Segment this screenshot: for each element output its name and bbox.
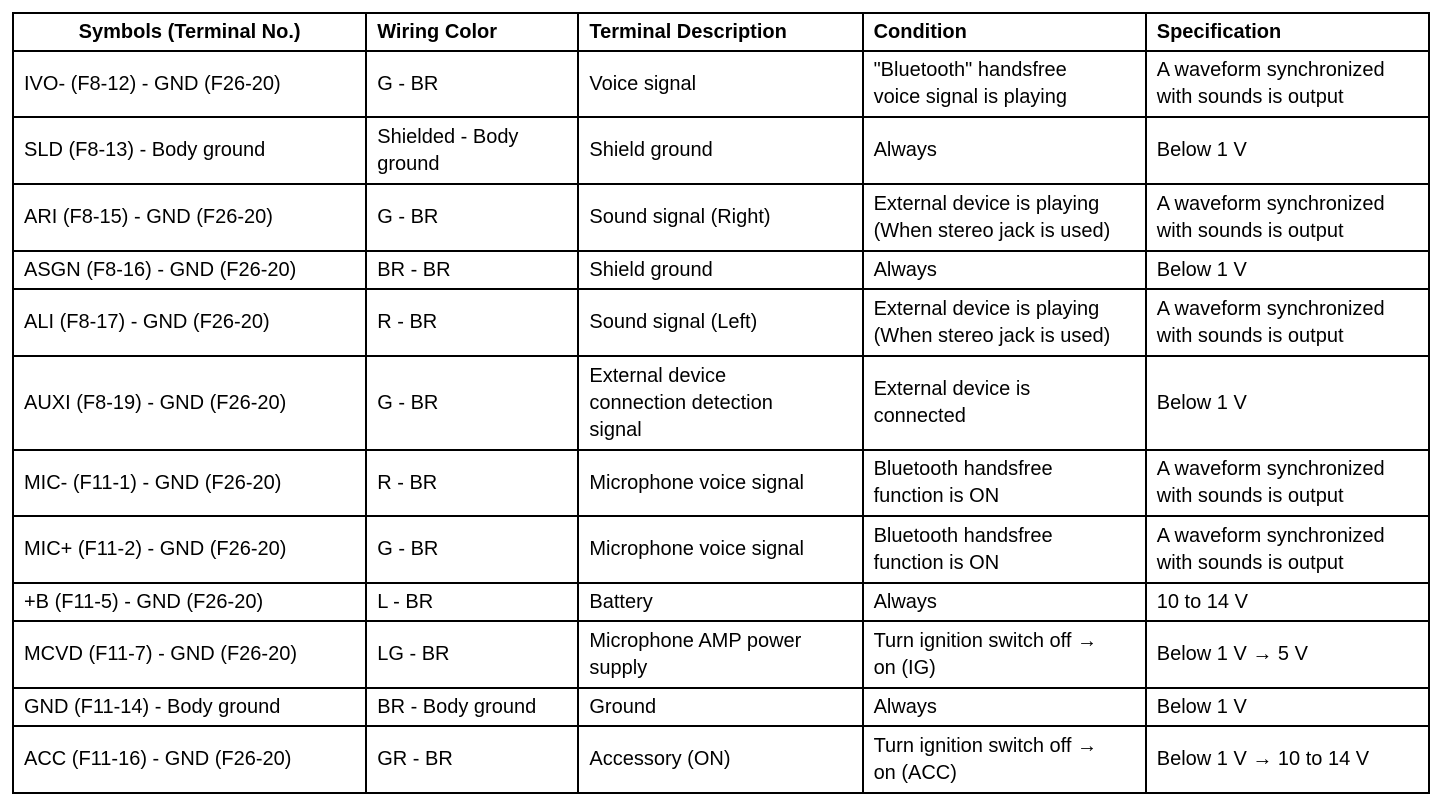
cell-specification: Below 1 V bbox=[1146, 251, 1429, 289]
cell-condition: Always bbox=[863, 688, 1146, 726]
cell-condition: Always bbox=[863, 117, 1146, 184]
cell-wiring-color: GR - BR bbox=[366, 726, 578, 793]
cell-specification: Below 1 V → 5 V bbox=[1146, 621, 1429, 688]
table-row bbox=[13, 688, 1429, 726]
cell-specification: A waveform synchronized with sounds is output bbox=[1146, 184, 1429, 251]
cell-condition: External device is playing (When stereo jack is used) bbox=[863, 184, 1146, 251]
cell-specification: Below 1 V bbox=[1146, 356, 1429, 450]
cell-wiring-color: Shielded - Body ground bbox=[366, 117, 578, 184]
cell-symbols: AUXI (F8-19) - GND (F26-20) bbox=[13, 356, 366, 450]
cell-wiring-color: R - BR bbox=[366, 450, 578, 516]
table-row bbox=[13, 726, 1429, 793]
cell-symbols: +B (F11-5) - GND (F26-20) bbox=[13, 583, 366, 621]
cell-wiring-color: BR - Body ground bbox=[366, 688, 578, 726]
cell-condition: External device is connected bbox=[863, 356, 1146, 450]
cell-condition: Bluetooth handsfree function is ON bbox=[863, 450, 1146, 516]
cell-wiring-color: G - BR bbox=[366, 51, 578, 117]
cell-wiring-color: LG - BR bbox=[366, 621, 578, 688]
cell-symbols: ASGN (F8-16) - GND (F26-20) bbox=[13, 251, 366, 289]
table-row bbox=[13, 621, 1429, 688]
cell-symbols: SLD (F8-13) - Body ground bbox=[13, 117, 366, 184]
table-row bbox=[13, 583, 1429, 621]
terminal-spec-table bbox=[12, 12, 1430, 794]
table-row bbox=[13, 184, 1429, 251]
table-row bbox=[13, 289, 1429, 356]
cell-specification: Below 1 V → 10 to 14 V bbox=[1146, 726, 1429, 793]
header-row bbox=[13, 13, 1429, 51]
table-row bbox=[13, 251, 1429, 289]
cell-terminal-description: Shield ground bbox=[578, 251, 862, 289]
cell-symbols: MCVD (F11-7) - GND (F26-20) bbox=[13, 621, 366, 688]
cell-specification: A waveform synchronized with sounds is output bbox=[1146, 450, 1429, 516]
cell-condition: Always bbox=[863, 583, 1146, 621]
cell-specification: Below 1 V bbox=[1146, 117, 1429, 184]
table-row bbox=[13, 117, 1429, 184]
header-symbols: Symbols (Terminal No.) bbox=[13, 13, 366, 51]
header-specification: Specification bbox=[1146, 13, 1429, 51]
cell-terminal-description: External device connection detection signal bbox=[578, 356, 862, 450]
cell-terminal-description: Microphone AMP power supply bbox=[578, 621, 862, 688]
cell-condition: Turn ignition switch off → on (IG) bbox=[863, 621, 1146, 688]
header-terminal-description: Terminal Description bbox=[578, 13, 862, 51]
table-row bbox=[13, 450, 1429, 516]
cell-wiring-color: L - BR bbox=[366, 583, 578, 621]
cell-condition: "Bluetooth" handsfree voice signal is playing bbox=[863, 51, 1146, 117]
cell-wiring-color: BR - BR bbox=[366, 251, 578, 289]
table-row bbox=[13, 51, 1429, 117]
cell-specification: A waveform synchronized with sounds is output bbox=[1146, 516, 1429, 583]
cell-terminal-description: Voice signal bbox=[578, 51, 862, 117]
cell-terminal-description: Battery bbox=[578, 583, 862, 621]
cell-specification: A waveform synchronized with sounds is output bbox=[1146, 51, 1429, 117]
cell-terminal-description: Accessory (ON) bbox=[578, 726, 862, 793]
cell-condition: Turn ignition switch off → on (ACC) bbox=[863, 726, 1146, 793]
cell-terminal-description: Shield ground bbox=[578, 117, 862, 184]
cell-symbols: ARI (F8-15) - GND (F26-20) bbox=[13, 184, 366, 251]
cell-specification: 10 to 14 V bbox=[1146, 583, 1429, 621]
cell-wiring-color: G - BR bbox=[366, 184, 578, 251]
cell-terminal-description: Microphone voice signal bbox=[578, 516, 862, 583]
cell-condition: Bluetooth handsfree function is ON bbox=[863, 516, 1146, 583]
cell-symbols: MIC+ (F11-2) - GND (F26-20) bbox=[13, 516, 366, 583]
cell-symbols: MIC- (F11-1) - GND (F26-20) bbox=[13, 450, 366, 516]
table-row bbox=[13, 356, 1429, 450]
cell-wiring-color: R - BR bbox=[366, 289, 578, 356]
header-condition: Condition bbox=[863, 13, 1146, 51]
cell-terminal-description: Sound signal (Right) bbox=[578, 184, 862, 251]
cell-symbols: ACC (F11-16) - GND (F26-20) bbox=[13, 726, 366, 793]
cell-condition: External device is playing (When stereo jack is used) bbox=[863, 289, 1146, 356]
cell-symbols: IVO- (F8-12) - GND (F26-20) bbox=[13, 51, 366, 117]
cell-symbols: GND (F11-14) - Body ground bbox=[13, 688, 366, 726]
table-row bbox=[13, 516, 1429, 583]
cell-symbols: ALI (F8-17) - GND (F26-20) bbox=[13, 289, 366, 356]
cell-wiring-color: G - BR bbox=[366, 356, 578, 450]
cell-terminal-description: Ground bbox=[578, 688, 862, 726]
cell-terminal-description: Microphone voice signal bbox=[578, 450, 862, 516]
cell-specification: Below 1 V bbox=[1146, 688, 1429, 726]
cell-condition: Always bbox=[863, 251, 1146, 289]
cell-terminal-description: Sound signal (Left) bbox=[578, 289, 862, 356]
cell-specification: A waveform synchronized with sounds is output bbox=[1146, 289, 1429, 356]
cell-wiring-color: G - BR bbox=[366, 516, 578, 583]
header-wiring-color: Wiring Color bbox=[366, 13, 578, 51]
